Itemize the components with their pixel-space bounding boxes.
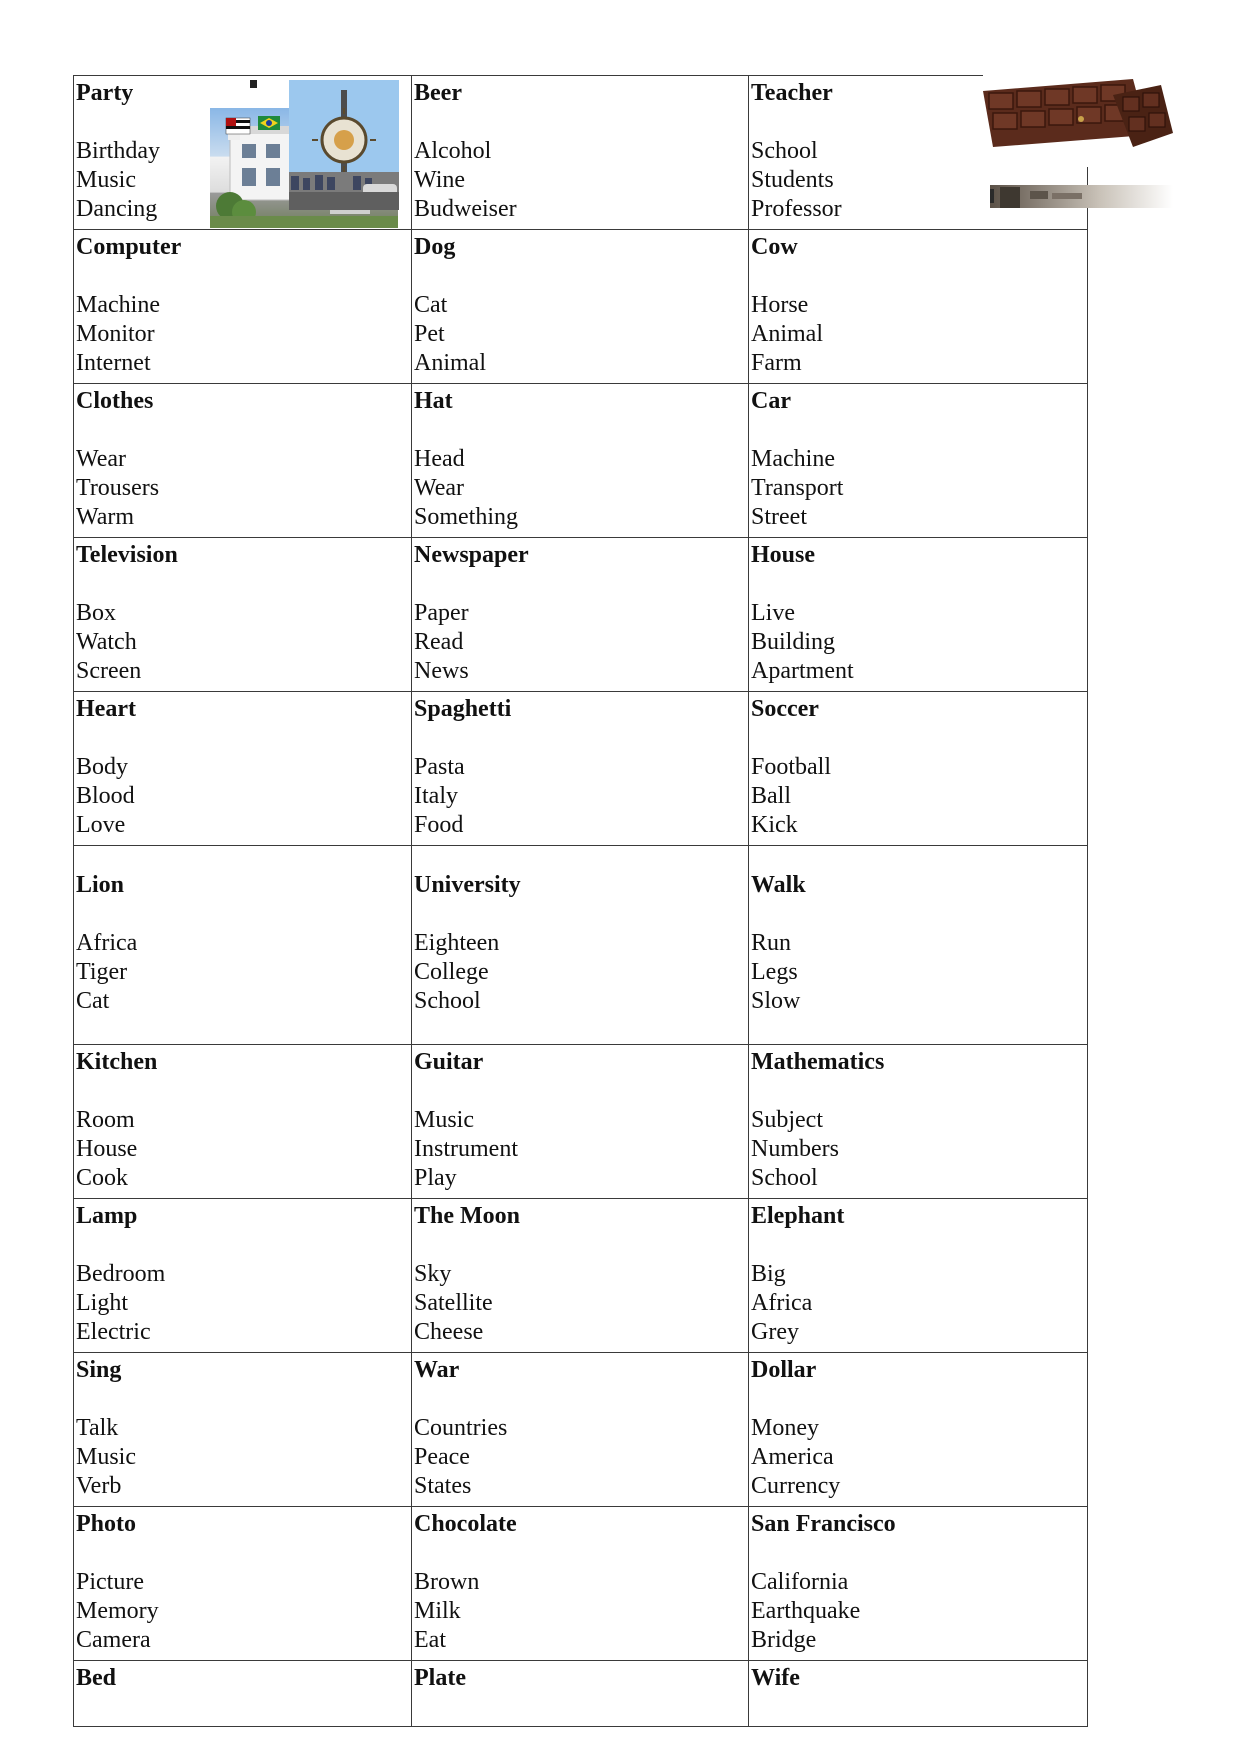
spacer bbox=[76, 724, 409, 753]
taboo-word: Box bbox=[76, 600, 117, 626]
taboo-word: Subject bbox=[751, 1107, 823, 1133]
taboo-word: Bedroom bbox=[76, 1261, 166, 1287]
word-card bbox=[412, 76, 749, 230]
taboo-word: Verb bbox=[76, 1473, 122, 1499]
taboo-word: Wear bbox=[76, 446, 127, 472]
target-word: Spaghetti bbox=[414, 696, 512, 722]
taboo-word: School bbox=[751, 1165, 818, 1191]
taboo-word: Screen bbox=[76, 658, 142, 684]
taboo-word: Earthquake bbox=[751, 1598, 861, 1624]
word-card bbox=[749, 230, 1088, 384]
target-word: Chocolate bbox=[414, 1511, 517, 1537]
spacer bbox=[76, 1539, 409, 1568]
taboo-word: Brown bbox=[414, 1569, 480, 1595]
taboo-word: Horse bbox=[751, 292, 809, 318]
spacer bbox=[76, 262, 409, 291]
target-word: Clothes bbox=[76, 388, 154, 414]
card-row bbox=[74, 230, 1088, 384]
spacer bbox=[76, 416, 409, 445]
taboo-word: Body bbox=[76, 754, 129, 780]
taboo-word: Food bbox=[414, 812, 464, 838]
taboo-word: Music bbox=[414, 1107, 474, 1133]
spacer bbox=[414, 570, 746, 599]
taboo-word: Electric bbox=[76, 1319, 151, 1345]
word-card bbox=[412, 1507, 749, 1661]
word-card bbox=[74, 384, 412, 538]
taboo-word: Peace bbox=[414, 1444, 470, 1470]
word-card bbox=[74, 692, 412, 846]
pier-sign-photo bbox=[289, 80, 399, 210]
taboo-word: Currency bbox=[751, 1473, 841, 1499]
taboo-word: Trousers bbox=[76, 475, 160, 501]
target-word: Beer bbox=[414, 80, 462, 106]
taboo-word: Birthday bbox=[76, 138, 160, 164]
spacer bbox=[751, 1077, 1085, 1106]
spacer bbox=[414, 108, 746, 137]
taboo-word: Room bbox=[76, 1107, 135, 1133]
target-word: Wife bbox=[751, 1665, 800, 1691]
taboo-word: Bridge bbox=[751, 1627, 817, 1653]
taboo-word: Pasta bbox=[414, 754, 465, 780]
card-row bbox=[74, 1661, 1088, 1727]
taboo-word: Cheese bbox=[414, 1319, 484, 1345]
taboo-word: Big bbox=[751, 1261, 786, 1287]
taboo-word: Run bbox=[751, 930, 792, 956]
taboo-word: Africa bbox=[76, 930, 138, 956]
taboo-word: Building bbox=[751, 629, 836, 655]
spacer bbox=[414, 1385, 746, 1414]
taboo-word: Read bbox=[414, 629, 464, 655]
taboo-word: Talk bbox=[76, 1415, 119, 1441]
target-word: Lion bbox=[76, 872, 125, 898]
taboo-word: Instrument bbox=[414, 1136, 518, 1162]
spacer bbox=[751, 1231, 1085, 1260]
target-word: Photo bbox=[76, 1511, 136, 1537]
taboo-word: Play bbox=[414, 1165, 457, 1191]
word-card bbox=[749, 384, 1088, 538]
taboo-word: Picture bbox=[76, 1569, 144, 1595]
word-card bbox=[749, 1199, 1088, 1353]
target-word: Soccer bbox=[751, 696, 819, 722]
taboo-word: Animal bbox=[414, 350, 486, 376]
word-card bbox=[412, 230, 749, 384]
word-card bbox=[749, 1045, 1088, 1199]
target-word: Dollar bbox=[751, 1357, 817, 1383]
taboo-word: Cook bbox=[76, 1165, 129, 1191]
taboo-word: Animal bbox=[751, 321, 823, 347]
cropped-photo-strip bbox=[990, 185, 1173, 208]
taboo-word: Light bbox=[76, 1290, 128, 1316]
target-word: Elephant bbox=[751, 1203, 845, 1229]
word-card bbox=[412, 1199, 749, 1353]
word-card bbox=[412, 538, 749, 692]
target-word: Newspaper bbox=[414, 542, 529, 568]
target-word: Dog bbox=[414, 234, 456, 260]
taboo-word: Eighteen bbox=[414, 930, 500, 956]
target-word: The Moon bbox=[414, 1203, 521, 1229]
taboo-word: Machine bbox=[751, 446, 835, 472]
word-card bbox=[74, 846, 412, 1045]
taboo-word: Kick bbox=[751, 812, 798, 838]
taboo-word: Alcohol bbox=[414, 138, 492, 164]
word-card-table bbox=[73, 75, 1088, 1727]
target-word: Teacher bbox=[751, 80, 833, 106]
target-word: San Francisco bbox=[751, 1511, 896, 1537]
spacer bbox=[414, 1077, 746, 1106]
spacer bbox=[751, 570, 1085, 599]
spacer bbox=[76, 1385, 409, 1414]
spacer bbox=[76, 1077, 409, 1106]
taboo-word: Paper bbox=[414, 600, 469, 626]
taboo-word: College bbox=[414, 959, 489, 985]
word-card bbox=[74, 1661, 412, 1727]
word-card bbox=[412, 1661, 749, 1727]
card-row bbox=[74, 538, 1088, 692]
taboo-word: Satellite bbox=[414, 1290, 493, 1316]
word-card bbox=[412, 1045, 749, 1199]
spacer bbox=[414, 416, 746, 445]
taboo-word: Warm bbox=[76, 504, 135, 530]
taboo-word: Transport bbox=[751, 475, 844, 501]
taboo-word: News bbox=[414, 658, 469, 684]
taboo-word: Sky bbox=[414, 1261, 452, 1287]
word-card bbox=[412, 1353, 749, 1507]
spacer bbox=[76, 1231, 409, 1260]
word-card bbox=[74, 1507, 412, 1661]
card-row bbox=[74, 1045, 1088, 1199]
taboo-word: Eat bbox=[414, 1627, 446, 1653]
taboo-word: Machine bbox=[76, 292, 160, 318]
taboo-word: Students bbox=[751, 167, 834, 193]
taboo-word: Blood bbox=[76, 783, 135, 809]
spacer bbox=[751, 724, 1085, 753]
target-word: Television bbox=[76, 542, 178, 568]
word-card bbox=[74, 230, 412, 384]
taboo-word: School bbox=[414, 988, 481, 1014]
taboo-word: Something bbox=[414, 504, 519, 530]
taboo-word: Milk bbox=[414, 1598, 461, 1624]
taboo-word: Tiger bbox=[76, 959, 128, 985]
spacer bbox=[414, 262, 746, 291]
taboo-word: Love bbox=[76, 812, 126, 838]
taboo-word: Apartment bbox=[751, 658, 854, 684]
taboo-word: Football bbox=[751, 754, 832, 780]
spacer bbox=[76, 570, 409, 599]
taboo-word: Head bbox=[414, 446, 465, 472]
target-word: Hat bbox=[414, 388, 453, 414]
taboo-word: Memory bbox=[76, 1598, 159, 1624]
target-word: Walk bbox=[751, 872, 806, 898]
spacer bbox=[414, 724, 746, 753]
taboo-word: Legs bbox=[751, 959, 798, 985]
word-card bbox=[749, 846, 1088, 1045]
taboo-word: Numbers bbox=[751, 1136, 839, 1162]
card-row bbox=[74, 384, 1088, 538]
taboo-word: Farm bbox=[751, 350, 802, 376]
target-word: Lamp bbox=[76, 1203, 138, 1229]
taboo-word: Watch bbox=[76, 629, 137, 655]
target-word: War bbox=[414, 1357, 460, 1383]
spacer bbox=[414, 1231, 746, 1260]
taboo-word: Music bbox=[76, 1444, 136, 1470]
word-card bbox=[74, 1199, 412, 1353]
card-row bbox=[74, 1199, 1088, 1353]
taboo-word: States bbox=[414, 1473, 472, 1499]
target-word: Kitchen bbox=[76, 1049, 158, 1075]
taboo-word: House bbox=[76, 1136, 138, 1162]
taboo-word: Countries bbox=[414, 1415, 508, 1441]
card-row bbox=[74, 846, 1088, 1045]
word-card bbox=[749, 1507, 1088, 1661]
target-word: Plate bbox=[414, 1665, 466, 1691]
taboo-word: Music bbox=[76, 167, 136, 193]
word-card bbox=[749, 1661, 1088, 1727]
taboo-word: Money bbox=[751, 1415, 819, 1441]
card-row bbox=[74, 1353, 1088, 1507]
taboo-word: Slow bbox=[751, 988, 801, 1014]
word-card bbox=[749, 692, 1088, 846]
taboo-word: Live bbox=[751, 600, 795, 626]
target-word: Party bbox=[76, 80, 134, 106]
taboo-word: Street bbox=[751, 504, 807, 530]
taboo-word: Monitor bbox=[76, 321, 155, 347]
word-card bbox=[74, 538, 412, 692]
target-word: Guitar bbox=[414, 1049, 484, 1075]
card-row bbox=[74, 692, 1088, 846]
taboo-word: Cat bbox=[414, 292, 448, 318]
taboo-word: Camera bbox=[76, 1627, 151, 1653]
target-word: Heart bbox=[76, 696, 136, 722]
spacer bbox=[76, 900, 409, 929]
target-word: Computer bbox=[76, 234, 182, 260]
card-row bbox=[74, 1507, 1088, 1661]
taboo-word: Professor bbox=[751, 196, 842, 222]
taboo-word: Grey bbox=[751, 1319, 799, 1345]
taboo-word: School bbox=[751, 138, 818, 164]
spacer bbox=[751, 416, 1085, 445]
target-word: Sing bbox=[76, 1357, 122, 1383]
taboo-word: California bbox=[751, 1569, 849, 1595]
word-card bbox=[74, 1045, 412, 1199]
target-word: Mathematics bbox=[751, 1049, 885, 1075]
spacer bbox=[751, 262, 1085, 291]
spacer bbox=[414, 1539, 746, 1568]
taboo-word: Dancing bbox=[76, 196, 158, 222]
taboo-word: Cat bbox=[76, 988, 110, 1014]
target-word: Cow bbox=[751, 234, 798, 260]
taboo-word: America bbox=[751, 1444, 834, 1470]
word-card bbox=[412, 384, 749, 538]
word-card bbox=[749, 1353, 1088, 1507]
word-card bbox=[412, 692, 749, 846]
spacer bbox=[751, 1385, 1085, 1414]
word-card bbox=[74, 1353, 412, 1507]
taboo-word: Italy bbox=[414, 783, 458, 809]
taboo-word: Africa bbox=[751, 1290, 813, 1316]
target-word: House bbox=[751, 542, 816, 568]
taboo-word: Internet bbox=[76, 350, 151, 376]
word-card bbox=[749, 538, 1088, 692]
spacer bbox=[751, 900, 1085, 929]
spacer bbox=[751, 1539, 1085, 1568]
taboo-word: Wine bbox=[414, 167, 466, 193]
target-word: Bed bbox=[76, 1665, 117, 1691]
spacer bbox=[414, 900, 746, 929]
target-word: University bbox=[414, 872, 521, 898]
image-fragment bbox=[250, 80, 257, 88]
taboo-word: Pet bbox=[414, 321, 445, 347]
taboo-word: Ball bbox=[751, 783, 791, 809]
chocolate-bar-photo bbox=[983, 75, 1173, 167]
taboo-word: Budweiser bbox=[414, 196, 517, 222]
word-card bbox=[412, 846, 749, 1045]
target-word: Car bbox=[751, 388, 791, 414]
taboo-word: Wear bbox=[414, 475, 465, 501]
